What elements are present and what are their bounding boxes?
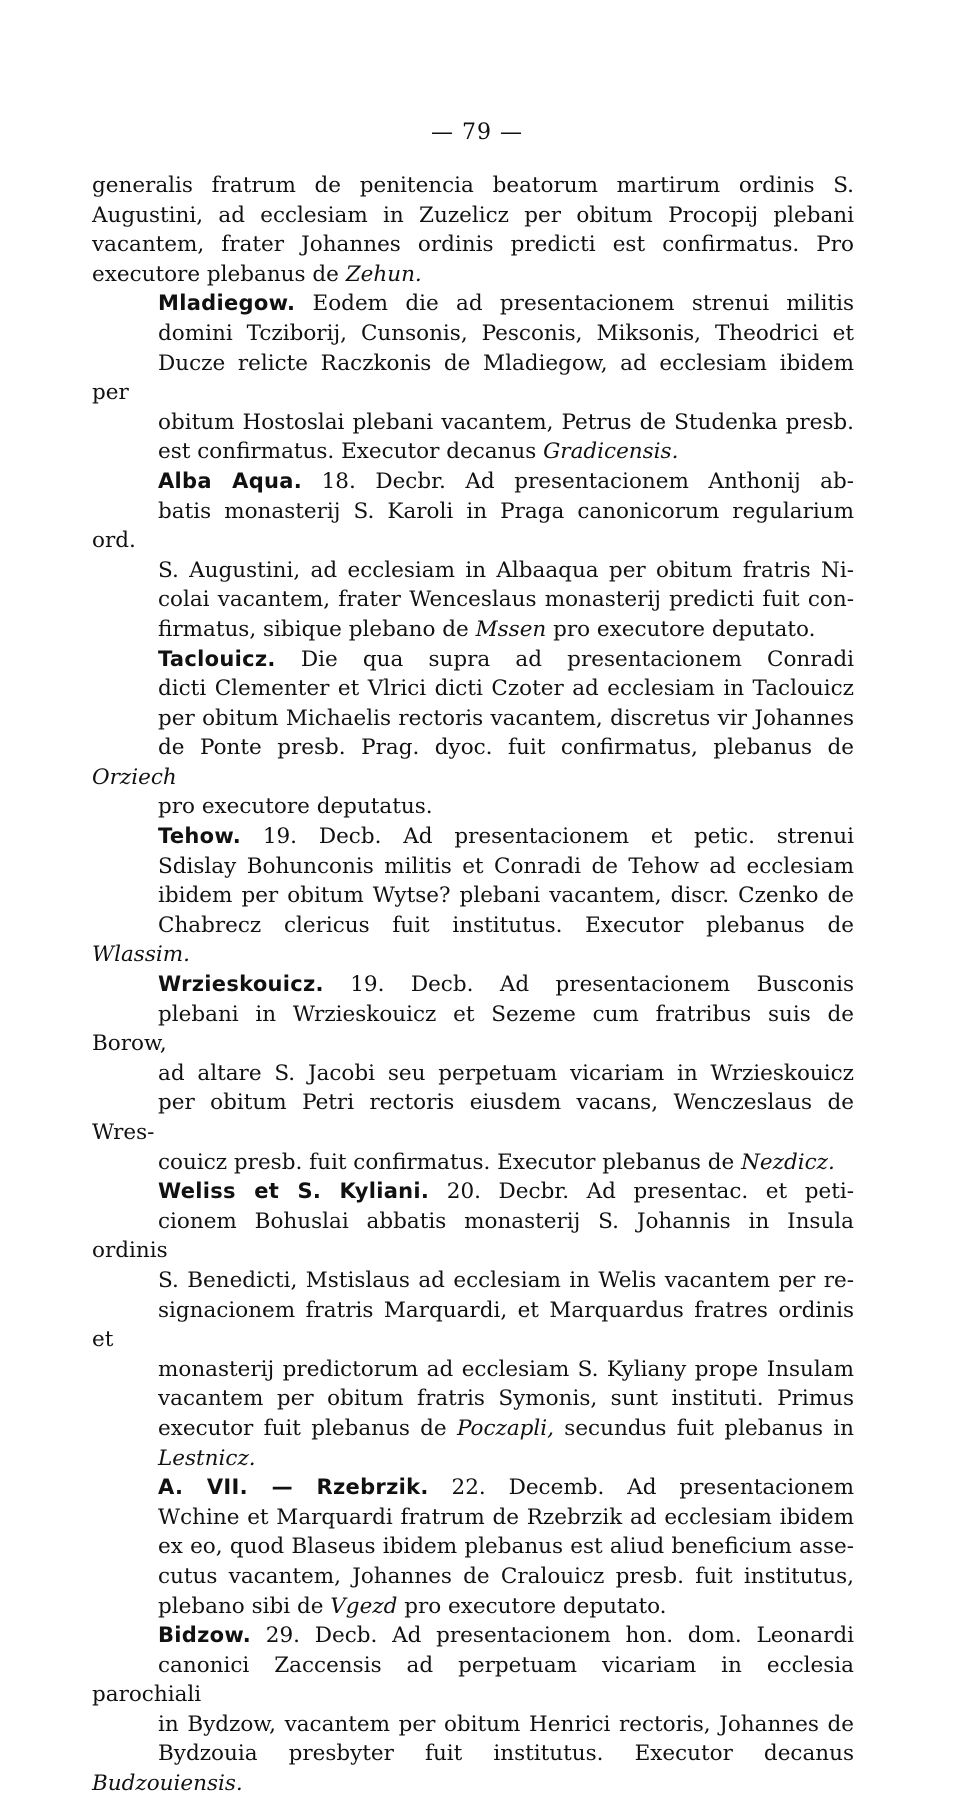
text-segment: Bydzouia presbyter fuit institutus. Executor decanus — [158, 1741, 854, 1767]
text-line — [92, 970, 854, 1000]
register-entry — [92, 1177, 854, 1473]
text-segment: obitum Hostoslai plebani vacantem, Petrus de Studenka presb. — [158, 409, 854, 435]
text-line — [92, 792, 854, 822]
text-segment: 19. Decb. Ad presentacionem Busconis — [323, 972, 854, 998]
italic-place-name: Orziech — [92, 764, 177, 790]
text-line — [92, 230, 854, 260]
register-entry — [92, 822, 854, 970]
text-line — [92, 556, 854, 586]
text-line — [92, 1532, 854, 1562]
italic-place-name: Vgezd — [330, 1593, 398, 1619]
text-line — [92, 1710, 854, 1740]
text-line — [92, 733, 854, 792]
text-segment: canonici Zaccensis ad perpetuam vicariam in ecclesia parochiali — [92, 1652, 854, 1708]
entry-heading: Mladiegow. — [158, 291, 296, 316]
text-segment: per obitum Petri rectoris eiusdem vacans, Wenczeslaus de Wres- — [92, 1090, 854, 1145]
text-segment: S. Augustini, ad ecclesiam in Albaaqua per obitum fratris Ni- — [158, 557, 854, 583]
text-line — [92, 467, 854, 497]
text-segment: Augustini, ad ecclesiam in Zuzelicz per obitum Procopij plebani — [92, 202, 854, 228]
italic-place-name: Wlassim. — [92, 942, 190, 968]
text-segment: generalis fratrum de penitencia beatorum martirum ordinis S. — [92, 173, 854, 198]
text-line — [92, 822, 854, 852]
register-entry — [92, 467, 854, 645]
text-segment: firmatus, sibique plebano de — [158, 616, 476, 642]
text-segment: 18. Decbr. Ad presentacionem Anthonij ab- — [302, 468, 854, 494]
entry-heading: Taclouicz. — [158, 646, 276, 671]
text-line — [92, 615, 854, 645]
text-segment: ex eo, quod Blaseus ibidem plebanus est aliud beneficium asse- — [158, 1534, 854, 1560]
text-line — [92, 171, 854, 201]
text-line — [92, 852, 854, 882]
text-line — [92, 1414, 854, 1444]
text-line — [92, 1503, 854, 1533]
text-segment: domini Tcziborij, Cunsonis, Pesconis, Miksonis, Theodrici et — [158, 320, 854, 346]
register-entry — [92, 1473, 854, 1621]
italic-place-name: Gradicensis. — [543, 439, 679, 465]
text-line — [92, 289, 854, 319]
text-line — [92, 437, 854, 467]
text-line — [92, 1296, 854, 1355]
register-entry — [92, 970, 854, 1177]
book-page — [92, 120, 854, 1799]
text-segment: vacantem, frater Johannes ordinis predicti est confirmatus. Pro — [92, 232, 854, 258]
text-line — [92, 1207, 854, 1266]
text-line — [92, 704, 854, 734]
text-line — [92, 1621, 854, 1651]
text-segment: vacantem per obitum fratris Symonis, sunt instituti. Primus — [158, 1386, 854, 1412]
text-line — [92, 1355, 854, 1385]
text-line — [92, 319, 854, 349]
text-segment: ad altare S. Jacobi seu perpetuam vicariam in Wrzieskouicz — [158, 1060, 854, 1086]
entry-heading: Bidzow. — [158, 1623, 252, 1648]
text-segment: Eodem die ad presentacionem strenui militis — [295, 291, 854, 317]
text-line — [92, 881, 854, 911]
register-entry — [92, 289, 854, 467]
text-line — [92, 201, 854, 231]
text-segment: est confirmatus. Executor decanus — [158, 439, 544, 465]
text-segment: couicz presb. fuit confirmatus. Executor plebanus de — [158, 1149, 742, 1175]
italic-place-name: Mssen — [475, 616, 547, 642]
text-line — [92, 260, 854, 290]
text-segment: executore plebanus de — [92, 261, 346, 287]
continued-paragraph — [92, 171, 854, 289]
text-line — [92, 1562, 854, 1592]
text-line — [92, 497, 854, 556]
italic-place-name: Nezdicz. — [741, 1149, 835, 1175]
text-line — [92, 645, 854, 675]
text-segment: cionem Bohuslai abbatis monasterij S. Johannis in Insula ordinis — [92, 1208, 854, 1264]
text-line — [92, 1177, 854, 1207]
text-segment: Ducze relicte Raczkonis de Mladiegow, ad ecclesiam ibidem per — [92, 350, 854, 406]
register-entry — [92, 1621, 854, 1799]
entry-heading: Wrzieskouicz. — [158, 972, 324, 997]
text-segment: Chabrecz clericus fuit institutus. Executor plebanus de — [158, 912, 854, 938]
text-segment: monasterij predictorum ad ecclesiam S. Kyliany prope Insulam — [158, 1356, 854, 1382]
text-segment: Die qua supra ad presentacionem Conradi — [275, 646, 854, 672]
text-segment: secundus fuit plebanus in — [554, 1415, 854, 1441]
text-line — [92, 1739, 854, 1798]
entry-heading: Weliss et S. Kyliani. — [158, 1179, 430, 1204]
text-segment: 19. Decb. Ad presentacionem et petic. strenui — [241, 824, 854, 850]
entry-heading: Tehow. — [158, 824, 241, 849]
text-line — [92, 1592, 854, 1622]
text-segment: signacionem fratris Marquardi, et Marquardus fratres ordinis et — [92, 1297, 854, 1353]
text-segment: Wchine et Marquardi fratrum de Rzebrzik ad ecclesiam ibidem — [158, 1504, 854, 1530]
text-line — [92, 1266, 854, 1296]
italic-place-name: Poczapli, — [456, 1415, 555, 1441]
text-segment: cutus vacantem, Johannes de Cralouicz presb. fuit institutus, — [158, 1563, 854, 1589]
italic-place-name: Budzouiensis. — [92, 1771, 243, 1797]
text-segment: plebano sibi de — [158, 1593, 331, 1619]
text-line — [92, 408, 854, 438]
page-number: — 79 — — [431, 120, 523, 145]
text-segment: 20. Decbr. Ad presentac. et peti- — [429, 1179, 855, 1205]
entry-heading: Alba Aqua. — [158, 468, 303, 493]
text-line — [92, 911, 854, 970]
text-line — [92, 1384, 854, 1414]
text-segment: pro executore deputatus. — [158, 794, 433, 820]
text-segment: pro executore deputato. — [397, 1593, 667, 1619]
text-line — [92, 674, 854, 704]
text-segment: 22. Decemb. Ad presentacionem — [428, 1475, 854, 1501]
text-line — [92, 585, 854, 615]
text-segment: Sdislay Bohunconis militis et Conradi de Tehow ad ecclesiam — [158, 853, 854, 879]
text-segment: de Ponte presb. Prag. dyoc. fuit confirmatus, plebanus de — [158, 735, 854, 761]
text-line — [92, 1000, 854, 1059]
entry-heading: A. VII. — Rzebrzik. — [158, 1475, 429, 1500]
text-segment: S. Benedicti, Mstislaus ad ecclesiam in Welis vacantem per re- — [158, 1267, 854, 1293]
text-segment: dicti Clementer et Vlrici dicti Czoter ad ecclesiam in Taclouicz — [158, 676, 854, 702]
text-segment: batis monasterij S. Karoli in Praga canonicorum regularium ord. — [92, 498, 854, 554]
text-line — [92, 1473, 854, 1503]
text-segment: pro executore deputato. — [546, 616, 816, 642]
text-line — [92, 1059, 854, 1089]
text-segment: per obitum Michaelis rectoris vacantem, discretus vir Johannes — [158, 705, 854, 731]
text-segment: 29. Decb. Ad presentacionem hon. dom. Leonardi — [251, 1623, 854, 1649]
text-segment: in Bydzow, vacantem per obitum Henrici rectoris, Johannes de — [158, 1711, 854, 1737]
text-segment: executor fuit plebanus de — [158, 1415, 457, 1441]
text-line — [92, 1088, 854, 1147]
register-entry — [92, 645, 854, 823]
text-segment: ibidem per obitum Wytse? plebani vacantem, discr. Czenko de — [158, 883, 854, 909]
text-segment: plebani in Wrzieskouicz et Sezeme cum fratribus suis de Borow, — [92, 1001, 854, 1057]
italic-place-name: Lestnicz. — [158, 1445, 256, 1471]
page-text — [92, 171, 854, 1799]
text-line — [92, 1148, 854, 1178]
text-segment: colai vacantem, frater Wenceslaus monasterij predicti fuit con- — [158, 587, 854, 613]
italic-place-name: Zehun. — [345, 261, 422, 287]
text-line — [92, 1444, 854, 1474]
text-line — [92, 1651, 854, 1710]
text-line — [92, 349, 854, 408]
